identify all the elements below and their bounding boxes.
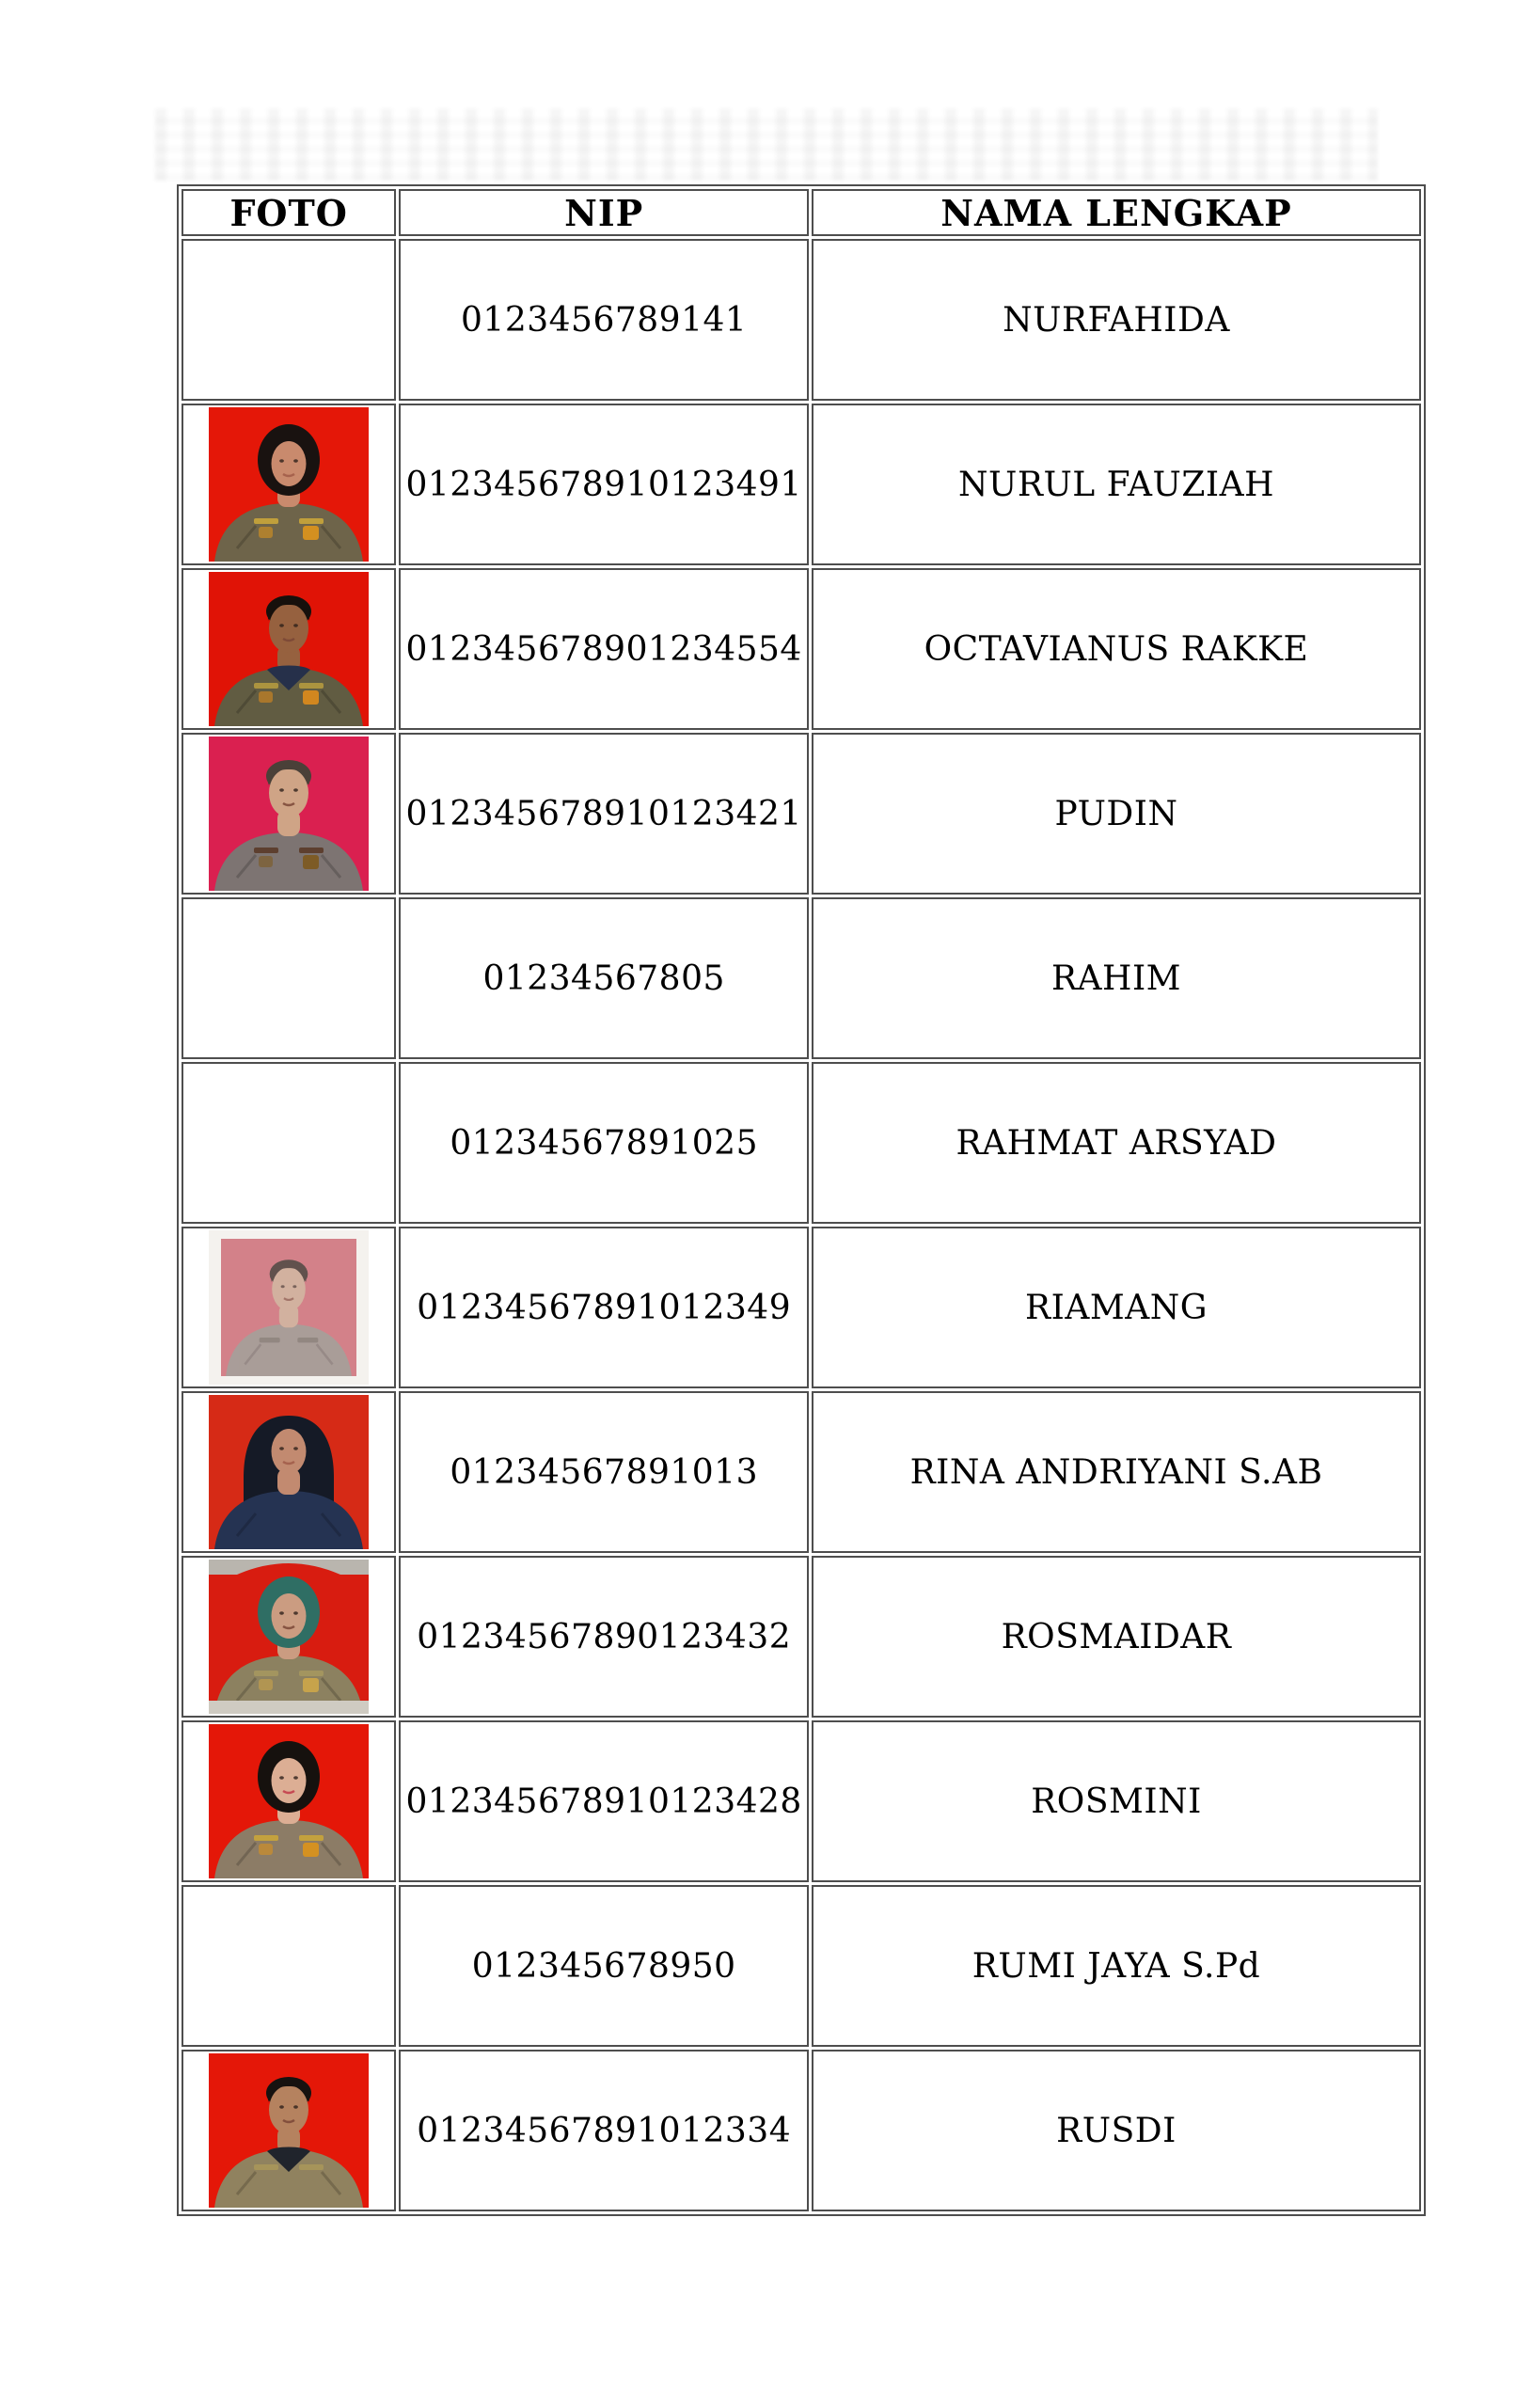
- name-cell: RUSDI: [812, 2050, 1421, 2211]
- name-cell: RIAMANG: [812, 1227, 1421, 1388]
- nip-cell: 0123456789141: [399, 239, 809, 401]
- name-cell: RINA ANDRIYANI S.AB: [812, 1391, 1421, 1553]
- table-row: [182, 1227, 1421, 1388]
- name-cell: RAHIM: [812, 897, 1421, 1059]
- name-cell: ROSMAIDAR: [812, 1556, 1421, 1718]
- col-header-nip: NIP: [399, 189, 809, 236]
- photo-cell: [182, 733, 396, 895]
- name-cell: OCTAVIANUS RAKKE: [812, 568, 1421, 730]
- col-header-nama: NAMA LENGKAP: [812, 189, 1421, 236]
- photo-cell: [182, 239, 396, 401]
- name-cell: NURUL FAUZIAH: [812, 404, 1421, 565]
- photo-cell: [182, 568, 396, 730]
- table-row: [182, 239, 1421, 401]
- personnel-photo: [209, 1395, 369, 1549]
- table-row: [182, 1391, 1421, 1553]
- nip-cell: 012345678910123428: [399, 1720, 809, 1882]
- table-body: [182, 239, 1421, 2211]
- nip-cell: 012345678910123421: [399, 733, 809, 895]
- personnel-photo: [209, 407, 369, 562]
- personnel-table: [177, 184, 1426, 2216]
- nip-cell: 01234567891013: [399, 1391, 809, 1553]
- name-cell: ROSMINI: [812, 1720, 1421, 1882]
- table-row: [182, 1885, 1421, 2047]
- table-row: [182, 2050, 1421, 2211]
- name-cell: RAHMAT ARSYAD: [812, 1062, 1421, 1224]
- photo-cell: [182, 1391, 396, 1553]
- photo-cell: [182, 1885, 396, 2047]
- personnel-photo: [209, 572, 369, 726]
- nip-cell: 012345678901234554: [399, 568, 809, 730]
- name-cell: NURFAHIDA: [812, 239, 1421, 401]
- nip-cell: 01234567890123432: [399, 1556, 809, 1718]
- personnel-photo: [209, 2053, 369, 2208]
- photo-cell: [182, 1556, 396, 1718]
- col-header-foto: FOTO: [182, 189, 396, 236]
- nip-cell: 01234567891025: [399, 1062, 809, 1224]
- personnel-photo: [209, 1230, 369, 1385]
- table-row: [182, 1062, 1421, 1224]
- name-cell: RUMI JAYA S.Pd: [812, 1885, 1421, 2047]
- photo-cell: [182, 1720, 396, 1882]
- personnel-photo: [209, 737, 369, 891]
- name-cell: PUDIN: [812, 733, 1421, 895]
- personnel-photo: [209, 1560, 369, 1714]
- nip-cell: 012345678910123491: [399, 404, 809, 565]
- table-row: [182, 568, 1421, 730]
- photo-cell: [182, 897, 396, 1059]
- table-header-row: [182, 189, 1421, 236]
- nip-cell: 01234567891012349: [399, 1227, 809, 1388]
- photo-cell: [182, 1062, 396, 1224]
- nip-cell: 01234567805: [399, 897, 809, 1059]
- table-row: [182, 404, 1421, 565]
- scan-artifact: [155, 109, 1378, 181]
- table-row: [182, 1556, 1421, 1718]
- photo-cell: [182, 1227, 396, 1388]
- photo-cell: [182, 2050, 396, 2211]
- table-row: [182, 897, 1421, 1059]
- photo-cell: [182, 404, 396, 565]
- nip-cell: 01234567891012334: [399, 2050, 809, 2211]
- nip-cell: 012345678950: [399, 1885, 809, 2047]
- table-row: [182, 733, 1421, 895]
- personnel-photo: [209, 1724, 369, 1878]
- table-row: [182, 1720, 1421, 1882]
